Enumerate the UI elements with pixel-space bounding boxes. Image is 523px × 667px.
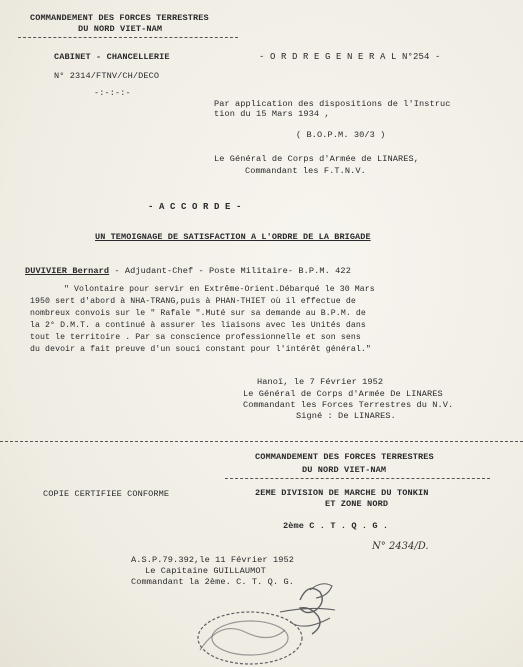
official-stamp-signature	[180, 560, 360, 665]
footer-line2: Le Capitaine GUILLAUMOT	[145, 566, 266, 576]
signature-date: Hanoï, le 7 Février 1952	[257, 377, 384, 387]
recipient-name: DUVIVIER Bernard	[25, 266, 110, 276]
cert-org-line1: COMMANDEMENT DES FORCES TERRESTRES	[255, 452, 434, 462]
decision-accorde: - A C C O R D E -	[148, 202, 242, 212]
citation-line-4: la 2° D.M.T. a continué à assurer les liaisons avec les Unités dans	[30, 321, 366, 330]
decision-award: UN TEMOIGNAGE DE SATISFACTION A L'ORDRE DE LA BRIGADE	[95, 232, 371, 242]
signature-line1: Le Général de Corps d'Armée De LINARES	[243, 389, 443, 399]
footer-line1: A.S.P.79.392,le 11 Février 1952	[131, 555, 294, 565]
recipient-details: - Adjudant-Chef - Poste Militaire- B.P.M. 422	[109, 266, 351, 276]
citation-line-2: 1950 sert d'abord à NHA-TRANG,puis à PHAN-THIET où il effectue de	[30, 297, 356, 306]
cert-divider	[225, 478, 490, 479]
cert-division-line2: ET ZONE NORD	[325, 499, 389, 509]
citation-line-5: tout le territoire . Par sa conscience professionnelle et son sens	[30, 333, 361, 342]
section-divider	[0, 441, 523, 442]
signature-line2: Commandant les Forces Terrestres du N.V.	[243, 400, 454, 410]
preamble-bopm: ( B.O.P.M. 30/3 )	[296, 130, 386, 140]
signature-line3: Signé : De LINARES.	[296, 411, 396, 421]
cert-handwritten-number: N° 2434/D.	[372, 541, 429, 552]
citation-line-1: " Volontaire pour servir en Extrême-Orient.Débarqué le 30 Mars	[64, 285, 375, 294]
cert-copy-label: COPIE CERTIFIEE CONFORME	[43, 489, 170, 499]
citation-line-6: du devoir a fait preuve d'un souci constant pour l'intérêt général."	[30, 345, 371, 354]
header-divider	[18, 37, 238, 38]
header-reference: N° 2314/FTNV/CH/DECO	[54, 71, 160, 81]
preamble-line2: tion du 15 Mars 1934 ,	[214, 109, 330, 119]
header-org-line1: COMMANDEMENT DES FORCES TERRESTRES	[30, 13, 209, 23]
cert-office: 2ème C . T . Q . G .	[283, 521, 389, 531]
order-title: - O R D R E G E N E R A L N°254 -	[259, 52, 441, 62]
preamble-line1: Par application des dispositions de l'Instruc	[214, 99, 451, 109]
preamble-general-line2: Commandant les F.T.N.V.	[245, 166, 366, 176]
header-ornament: -:-:-:-	[94, 88, 131, 98]
recipient-line	[25, 266, 351, 276]
cert-org-line2: DU NORD VIET-NAM	[302, 465, 387, 475]
cert-division-line1: 2EME DIVISION DE MARCHE DU TONKIN	[255, 488, 429, 498]
footer-line3: Commandant la 2ème. C. T. Q. G.	[131, 577, 294, 587]
citation-line-3: nombreux convois sur le " Rafale ".Muté sur sa demande au B.P.M. de	[30, 309, 366, 318]
header-org-line2: DU NORD VIET-NAM	[78, 24, 163, 34]
header-office: CABINET - CHANCELLERIE	[54, 52, 170, 62]
preamble-general-line1: Le Général de Corps d'Armée de LINARES,	[214, 154, 420, 164]
